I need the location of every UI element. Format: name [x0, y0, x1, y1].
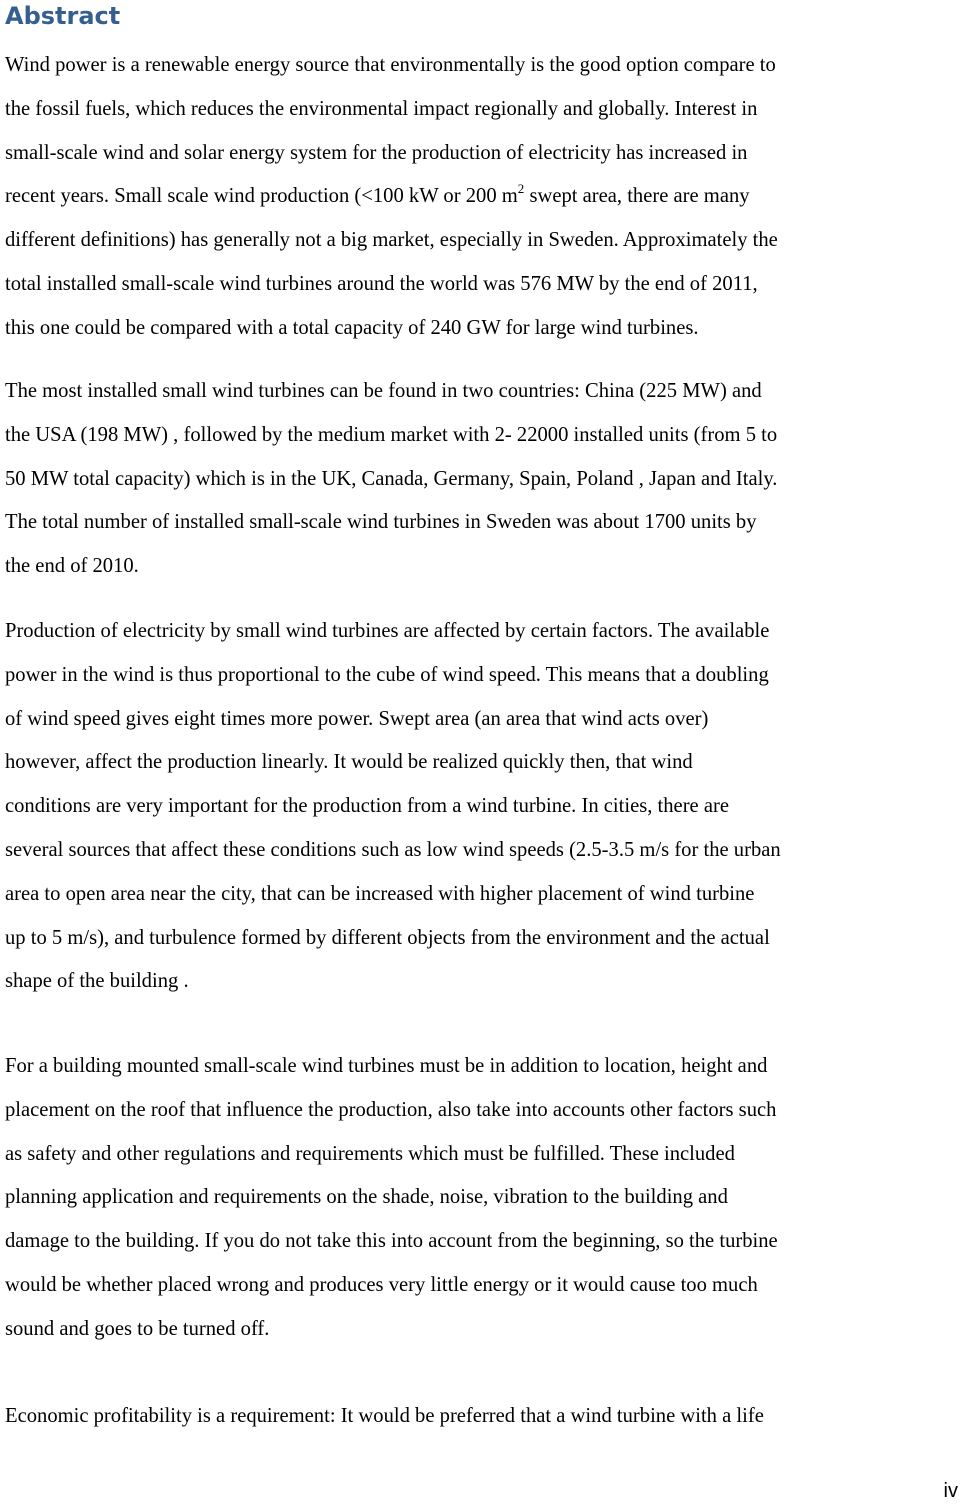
paragraph-line: The most installed small wind turbines can be found in two countries: China (225 MW) and: [5, 380, 762, 402]
paragraph-line: total installed small-scale wind turbines around the world was 576 MW by the end of 2011,: [5, 272, 758, 295]
paragraph-1: [5, 44, 960, 351]
paragraph-line: planning application and requirements on the shade, noise, vibration to the building and: [5, 1186, 728, 1209]
paragraph-4: [5, 1045, 960, 1352]
paragraph-line: however, affect the production linearly. It would be realized quickly then, that wind: [5, 751, 693, 774]
paragraph-line: different definitions) has generally not a big market, especially in Sweden. Approximately the: [5, 229, 778, 252]
paragraph-line: the fossil fuels, which reduces the environmental impact regionally and globally. Interest in: [5, 97, 758, 120]
paragraph-line: conditions are very important for the production from a wind turbine. In cities, there are: [5, 795, 729, 818]
line-text: swept area, there are many: [524, 185, 750, 208]
paragraph-line: the end of 2010.: [5, 555, 139, 578]
line-text: recent years. Small scale wind production (<100 kW or 200 m: [5, 185, 518, 208]
paragraph-3: [5, 610, 960, 1004]
paragraph-line: damage to the building. If you do not take this into account from the beginning, so the turbine: [5, 1230, 778, 1253]
paragraph-line: area to open area near the city, that can be increased with higher placement of wind turbine: [5, 882, 755, 905]
paragraph-line: For a building mounted small-scale wind turbines must be in addition to location, height and: [5, 1055, 768, 1077]
paragraph-line: power in the wind is thus proportional to the cube of wind speed. This means that a doubling: [5, 663, 769, 686]
paragraph-line: 50 MW total capacity) which is in the UK, Canada, Germany, Spain, Poland , Japan and Italy.: [5, 467, 778, 490]
paragraph-line: as safety and other regulations and requirements which must be fulfilled. These included: [5, 1142, 735, 1165]
page-number: iv: [943, 1480, 958, 1502]
paragraph-line: small-scale wind and solar energy system for the production of electricity has increased in: [5, 141, 748, 164]
section-heading: Abstract: [5, 2, 121, 30]
paragraph-2: [5, 370, 960, 589]
paragraph-line: The total number of installed small-scale wind turbines in Sweden was about 1700 units by: [5, 511, 757, 534]
paragraph-line: would be whether placed wrong and produces very little energy or it would cause too much: [5, 1273, 758, 1296]
paragraph-line: Wind power is a renewable energy source that environmentally is the good option compare to: [5, 54, 776, 76]
paragraph-line: sound and goes to be turned off.: [5, 1317, 270, 1340]
paragraph-line: Production of electricity by small wind turbines are affected by certain factors. The available: [5, 620, 770, 642]
paragraph-line: of wind speed gives eight times more power. Swept area (an area that wind acts over): [5, 707, 709, 730]
paragraph-line: up to 5 m/s), and turbulence formed by different objects from the environment and the actual: [5, 926, 770, 949]
paragraph-line: [5, 175, 960, 219]
paragraph-line: this one could be compared with a total capacity of 240 GW for large wind turbines.: [5, 316, 699, 339]
paragraph-line: placement on the roof that influence the production, also take into accounts other factors such: [5, 1098, 777, 1121]
superscript: 2: [517, 180, 525, 196]
paragraph-line: shape of the building .: [5, 970, 189, 993]
paragraph-line: several sources that affect these conditions such as low wind speeds (2.5-3.5 m/s for the urban: [5, 838, 781, 861]
paragraph-line: Economic profitability is a requirement: It would be preferred that a wind turbine with a life: [5, 1405, 764, 1427]
paragraph-5: [5, 1395, 960, 1439]
paragraph-line: the USA (198 MW) , followed by the medium market with 2- 22000 installed units (from 5 to: [5, 423, 778, 446]
